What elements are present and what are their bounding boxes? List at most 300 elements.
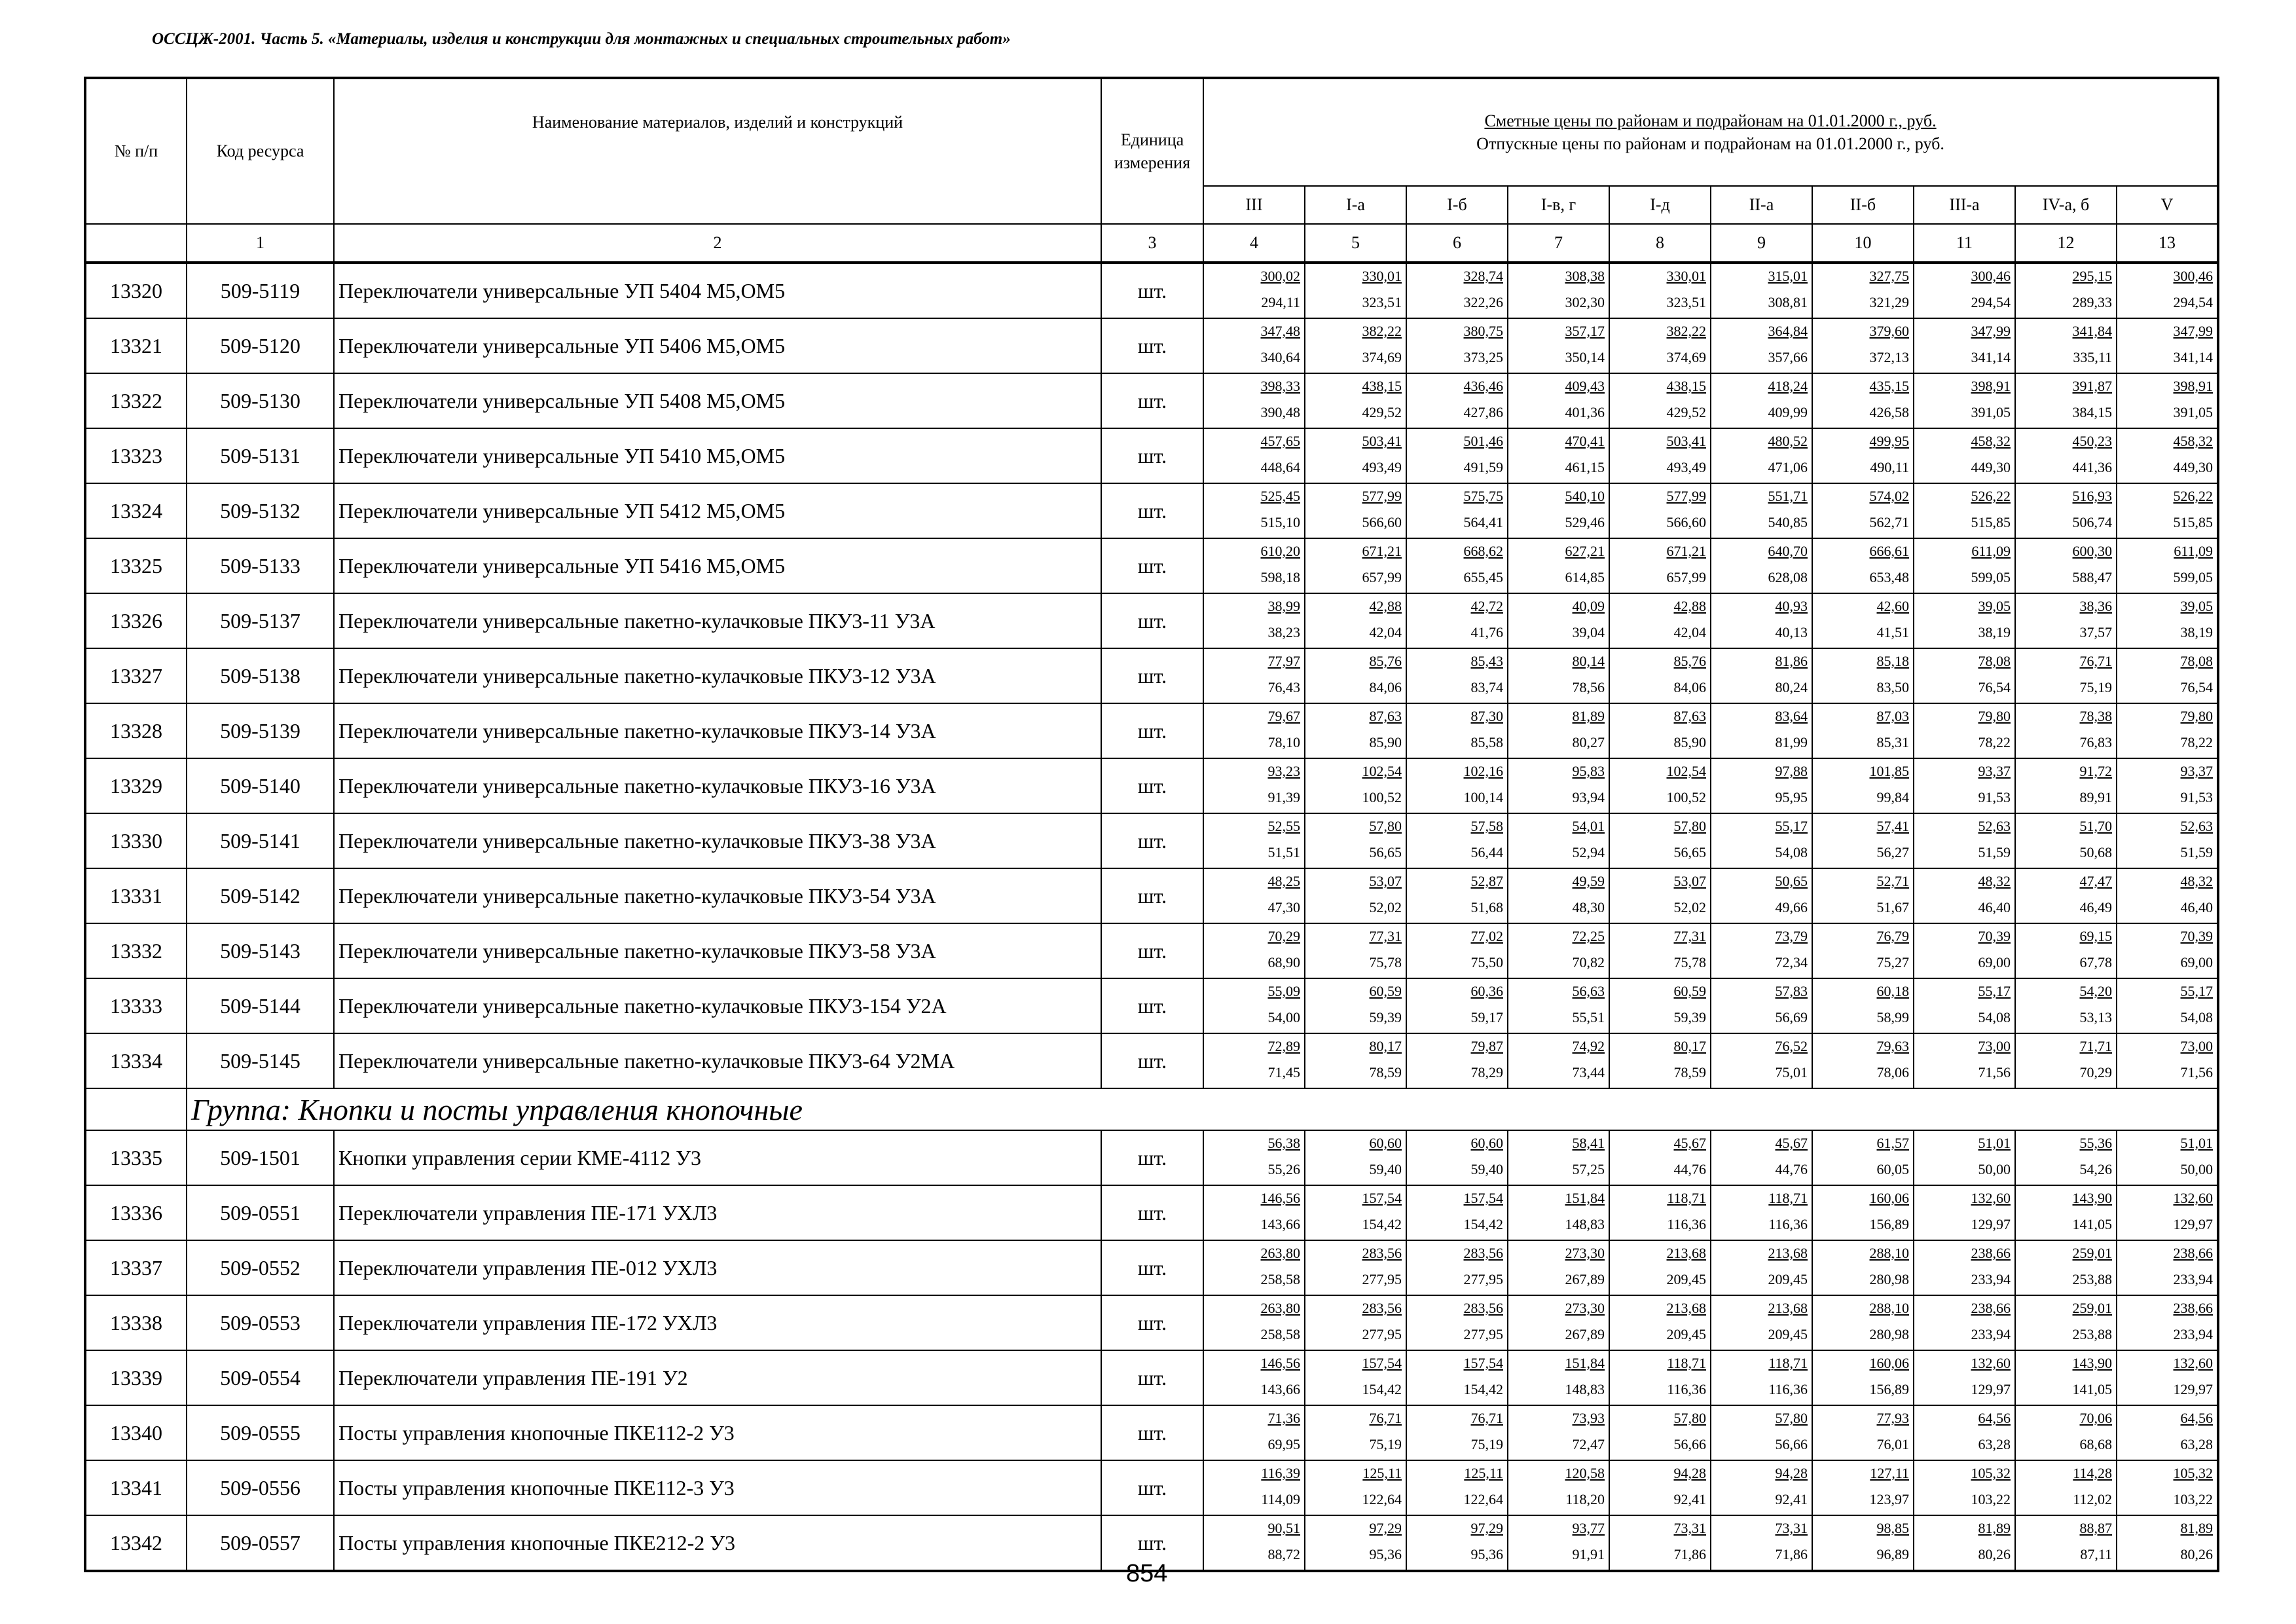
estimate-price: 52,87 — [1470, 873, 1503, 889]
unit: шт. — [1101, 978, 1203, 1033]
release-price: 209,45 — [1768, 1326, 1808, 1342]
price-cell — [1305, 1405, 1406, 1460]
resource-code: 509-5140 — [187, 758, 334, 813]
estimate-price: 283,56 — [1463, 1245, 1503, 1261]
release-price: 73,44 — [1572, 1064, 1605, 1080]
estimate-price: 49,59 — [1572, 873, 1605, 889]
price-cell — [1914, 373, 2015, 428]
release-price: 294,11 — [1261, 294, 1300, 310]
price-cell — [1203, 648, 1305, 703]
release-price: 129,97 — [2173, 1381, 2214, 1397]
resource-code: 509-0555 — [187, 1405, 334, 1460]
table-row — [85, 648, 2218, 703]
estimate-price: 438,15 — [1362, 378, 1402, 394]
price-cell — [1406, 758, 1508, 813]
price-cell — [1609, 263, 1711, 318]
estimate-price: 347,99 — [1971, 323, 2011, 339]
release-price: 72,47 — [1572, 1436, 1605, 1452]
release-price: 78,10 — [1267, 734, 1300, 750]
price-cell — [1914, 648, 2015, 703]
release-price: 51,59 — [1978, 844, 2011, 860]
price-cell — [1203, 593, 1305, 648]
release-price: 47,30 — [1267, 899, 1300, 915]
item-name: Посты управления кнопочные ПКЕ112-2 У3 — [334, 1405, 1101, 1460]
release-price: 427,86 — [1463, 404, 1503, 420]
release-price: 129,97 — [2173, 1216, 2214, 1232]
release-price: 84,06 — [1369, 679, 1402, 695]
table-row — [85, 593, 2218, 648]
release-price: 75,01 — [1775, 1064, 1808, 1080]
release-price: 52,02 — [1673, 899, 1706, 915]
estimate-price: 101,85 — [1869, 763, 1909, 779]
release-price: 390,48 — [1260, 404, 1300, 420]
price-cell — [1609, 1405, 1711, 1460]
row-number: 13335 — [85, 1130, 187, 1185]
table-row — [85, 978, 2218, 1033]
price-cell — [1203, 813, 1305, 868]
table-row — [85, 1130, 2218, 1185]
table-row — [85, 1460, 2218, 1515]
estimate-price: 151,84 — [1565, 1190, 1605, 1206]
price-cell — [1406, 1515, 1508, 1571]
price-cell — [2117, 978, 2218, 1033]
release-price: 68,90 — [1267, 954, 1300, 970]
estimate-price: 574,02 — [1869, 488, 1909, 504]
price-cell — [1711, 1295, 1812, 1350]
item-name: Переключатели управления ПЕ-191 У2 — [334, 1350, 1101, 1405]
price-cell — [1203, 978, 1305, 1033]
release-price: 515,85 — [1971, 514, 2011, 530]
release-price: 37,57 — [2079, 624, 2112, 640]
estimate-price: 79,80 — [2180, 708, 2214, 724]
estimate-price: 53,07 — [1369, 873, 1402, 889]
region-header: I-в, г — [1508, 186, 1609, 224]
release-price: 116,36 — [1667, 1381, 1706, 1397]
release-price: 566,60 — [1362, 514, 1402, 530]
item-name: Переключатели управления ПЕ-171 УХЛ3 — [334, 1185, 1101, 1240]
price-cell — [1914, 923, 2015, 978]
price-cell — [2117, 813, 2218, 868]
row-number: 13324 — [85, 483, 187, 538]
release-price: 277,95 — [1463, 1271, 1503, 1287]
estimate-price: 56,38 — [1267, 1135, 1300, 1151]
price-cell — [1406, 1033, 1508, 1088]
release-price: 52,94 — [1572, 844, 1605, 860]
estimate-price: 55,17 — [1978, 983, 2011, 999]
price-cell — [1305, 1295, 1406, 1350]
price-cell — [1305, 428, 1406, 483]
release-price: 78,22 — [2180, 734, 2214, 750]
release-price: 80,26 — [1978, 1546, 2011, 1562]
price-cell — [1609, 1515, 1711, 1571]
table-row — [85, 1295, 2218, 1350]
release-price: 48,30 — [1572, 899, 1605, 915]
col-header-num: № п/п — [85, 78, 187, 224]
estimate-price: 81,89 — [1978, 1520, 2011, 1536]
estimate-price: 76,79 — [1876, 928, 1909, 944]
estimate-price: 132,60 — [2173, 1190, 2214, 1206]
release-price: 50,00 — [1978, 1161, 2011, 1177]
estimate-price: 671,21 — [1362, 543, 1402, 559]
estimate-price: 347,48 — [1260, 323, 1300, 339]
row-number: 13338 — [85, 1295, 187, 1350]
group-title: Группа: Кнопки и посты управления кнопочные — [187, 1088, 2218, 1130]
price-cell — [1508, 813, 1609, 868]
estimate-price: 52,55 — [1267, 818, 1300, 834]
release-price: 123,97 — [1869, 1491, 1909, 1507]
row-number: 13342 — [85, 1515, 187, 1571]
release-price: 76,54 — [2180, 679, 2214, 695]
estimate-price: 382,22 — [1362, 323, 1402, 339]
price-cell — [1914, 1240, 2015, 1295]
release-price: 391,05 — [1971, 404, 2011, 420]
release-price: 59,40 — [1369, 1161, 1402, 1177]
estimate-price: 80,17 — [1673, 1038, 1706, 1054]
release-price: 391,05 — [2173, 404, 2214, 420]
row-number: 13337 — [85, 1240, 187, 1295]
estimate-price: 52,63 — [1978, 818, 2011, 834]
release-price: 75,78 — [1369, 954, 1402, 970]
price-cell — [1305, 648, 1406, 703]
row-number: 13327 — [85, 648, 187, 703]
column-index: 12 — [2015, 224, 2117, 263]
unit: шт. — [1101, 1460, 1203, 1515]
estimate-price: 77,31 — [1369, 928, 1402, 944]
release-price: 116,36 — [1768, 1216, 1808, 1232]
release-price: 599,05 — [1971, 569, 2011, 585]
estimate-price: 328,74 — [1463, 268, 1503, 284]
release-price: 46,40 — [1978, 899, 2011, 915]
price-cell — [2117, 1295, 2218, 1350]
estimate-price: 45,67 — [1673, 1135, 1706, 1151]
estimate-price: 238,66 — [1971, 1300, 2011, 1316]
estimate-price: 58,41 — [1572, 1135, 1605, 1151]
release-price: 441,36 — [2072, 459, 2112, 475]
price-cell — [2015, 978, 2117, 1033]
release-price: 449,30 — [2173, 459, 2214, 475]
price-cell — [2117, 1460, 2218, 1515]
price-cell — [1609, 373, 1711, 428]
unit: шт. — [1101, 318, 1203, 373]
release-price: 429,52 — [1666, 404, 1706, 420]
price-cell — [1711, 1460, 1812, 1515]
item-name: Переключатели универсальные пакетно-кулачковые ПКУ3-154 У2А — [334, 978, 1101, 1033]
estimate-price: 60,18 — [1876, 983, 1909, 999]
release-price: 515,85 — [2173, 514, 2214, 530]
release-price: 75,19 — [2079, 679, 2112, 695]
release-price: 112,02 — [2073, 1491, 2112, 1507]
unit: шт. — [1101, 813, 1203, 868]
estimate-price: 666,61 — [1869, 543, 1909, 559]
release-price: 341,14 — [1971, 349, 2011, 365]
price-cell — [1508, 318, 1609, 373]
price-cell — [1203, 703, 1305, 758]
release-price: 38,19 — [1978, 624, 2011, 640]
price-cell — [1914, 593, 2015, 648]
estimate-price: 330,01 — [1666, 268, 1706, 284]
price-cell — [1508, 1405, 1609, 1460]
region-header: V — [2117, 186, 2218, 224]
release-price: 80,26 — [2180, 1546, 2214, 1562]
estimate-price: 79,87 — [1470, 1038, 1503, 1054]
price-cell — [1812, 1185, 1914, 1240]
price-cell — [1711, 868, 1812, 923]
estimate-price: 283,56 — [1362, 1245, 1402, 1261]
release-price: 72,34 — [1775, 954, 1808, 970]
price-cell — [1609, 648, 1711, 703]
release-price: 75,19 — [1470, 1436, 1503, 1452]
release-price: 129,97 — [1971, 1381, 2011, 1397]
price-cell — [1203, 1185, 1305, 1240]
release-price: 56,44 — [1470, 844, 1503, 860]
estimate-price: 77,97 — [1267, 653, 1300, 669]
price-cell — [2117, 1515, 2218, 1571]
price-cell — [1812, 1295, 1914, 1350]
estimate-price: 125,11 — [1362, 1465, 1402, 1481]
estimate-price: 60,60 — [1369, 1135, 1402, 1151]
row-number: 13336 — [85, 1185, 187, 1240]
release-price: 78,59 — [1673, 1064, 1706, 1080]
price-cell — [1406, 373, 1508, 428]
estimate-price: 213,68 — [1768, 1245, 1808, 1261]
release-price: 78,22 — [1978, 734, 2011, 750]
estimate-price: 97,29 — [1470, 1520, 1503, 1536]
price-cell — [1203, 1515, 1305, 1571]
release-price: 71,56 — [1978, 1064, 2011, 1080]
estimate-price: 71,36 — [1267, 1410, 1300, 1426]
price-cell — [1508, 868, 1609, 923]
resource-code: 509-5131 — [187, 428, 334, 483]
price-cell — [1508, 373, 1609, 428]
unit: шт. — [1101, 373, 1203, 428]
release-price: 154,42 — [1463, 1216, 1503, 1232]
price-cell — [1609, 868, 1711, 923]
estimate-price: 116,39 — [1261, 1465, 1300, 1481]
column-index: 11 — [1914, 224, 2015, 263]
price-cell — [1609, 593, 1711, 648]
price-cell — [1711, 1033, 1812, 1088]
resource-code: 509-5133 — [187, 538, 334, 593]
resource-code: 509-0557 — [187, 1515, 334, 1571]
table-row — [85, 813, 2218, 868]
price-cell — [1508, 758, 1609, 813]
estimate-price: 64,56 — [1978, 1410, 2011, 1426]
release-price: 44,76 — [1775, 1161, 1808, 1177]
release-price: 89,91 — [2079, 789, 2112, 805]
release-price: 92,41 — [1673, 1491, 1706, 1507]
release-price: 321,29 — [1869, 294, 1909, 310]
release-price: 426,58 — [1869, 404, 1909, 420]
price-cell — [1609, 318, 1711, 373]
release-price: 141,05 — [2072, 1381, 2112, 1397]
release-price: 50,00 — [2180, 1161, 2214, 1177]
estimate-price: 300,46 — [2173, 268, 2214, 284]
price-cell — [1609, 1240, 1711, 1295]
release-price: 529,46 — [1565, 514, 1605, 530]
release-price: 209,45 — [1666, 1271, 1706, 1287]
table-row — [85, 1240, 2218, 1295]
release-price: 340,64 — [1260, 349, 1300, 365]
release-price: 41,76 — [1470, 624, 1503, 640]
column-index: 8 — [1609, 224, 1711, 263]
release-price: 233,94 — [2173, 1271, 2214, 1287]
unit: шт. — [1101, 758, 1203, 813]
price-cell — [2015, 923, 2117, 978]
release-price: 302,30 — [1565, 294, 1605, 310]
price-cell — [2015, 1515, 2117, 1571]
item-name: Переключатели универсальные УП 5406 М5,ОМ5 — [334, 318, 1101, 373]
price-cell — [1711, 263, 1812, 318]
table-row — [85, 923, 2218, 978]
release-price: 323,51 — [1362, 294, 1402, 310]
estimate-price: 398,91 — [2173, 378, 2214, 394]
release-price: 490,11 — [1870, 459, 1909, 475]
estimate-price: 118,71 — [1768, 1190, 1808, 1206]
row-number: 13323 — [85, 428, 187, 483]
release-price: 141,05 — [2072, 1216, 2112, 1232]
price-cell — [1609, 1185, 1711, 1240]
estimate-price: 213,68 — [1768, 1300, 1808, 1316]
price-cell — [2015, 1350, 2117, 1405]
price-cell — [1406, 648, 1508, 703]
item-name: Переключатели универсальные пакетно-кулачковые ПКУ3-54 У3А — [334, 868, 1101, 923]
unit: шт. — [1101, 428, 1203, 483]
table-row — [85, 263, 2218, 318]
estimate-price: 48,32 — [2180, 873, 2214, 889]
release-price: 75,50 — [1470, 954, 1503, 970]
price-cell — [1609, 978, 1711, 1033]
estimate-price: 499,95 — [1869, 433, 1909, 449]
item-name: Переключатели универсальные пакетно-кулачковые ПКУ3-16 У3А — [334, 758, 1101, 813]
release-price: 80,24 — [1775, 679, 1808, 695]
price-cell — [1203, 1130, 1305, 1185]
estimate-price: 97,29 — [1369, 1520, 1402, 1536]
estimate-price: 55,17 — [2180, 983, 2214, 999]
estimate-price: 72,89 — [1267, 1038, 1300, 1054]
estimate-price: 73,00 — [1978, 1038, 2011, 1054]
price-cell — [1609, 1033, 1711, 1088]
release-price: 56,65 — [1369, 844, 1402, 860]
estimate-price: 55,09 — [1267, 983, 1300, 999]
estimate-price: 458,32 — [2173, 433, 2214, 449]
estimate-price: 668,62 — [1463, 543, 1503, 559]
estimate-price: 57,80 — [1369, 818, 1402, 834]
release-price: 83,50 — [1876, 679, 1909, 695]
release-price: 68,68 — [2079, 1436, 2112, 1452]
estimate-price: 525,45 — [1260, 488, 1300, 504]
estimate-price: 105,32 — [1971, 1465, 2011, 1481]
price-cell — [2117, 1240, 2218, 1295]
release-price: 143,66 — [1260, 1216, 1300, 1232]
price-cell — [2117, 1350, 2218, 1405]
estimate-price: 93,77 — [1572, 1520, 1605, 1536]
resource-code: 509-5143 — [187, 923, 334, 978]
estimate-price: 57,58 — [1470, 818, 1503, 834]
price-cell — [1711, 1240, 1812, 1295]
estimate-price: 70,39 — [1978, 928, 2011, 944]
release-price: 55,51 — [1572, 1009, 1605, 1025]
release-price: 91,53 — [1978, 789, 2011, 805]
estimate-price: 54,01 — [1572, 818, 1605, 834]
estimate-price: 91,72 — [2079, 763, 2112, 779]
estimate-price: 74,92 — [1572, 1038, 1605, 1054]
row-number: 13334 — [85, 1033, 187, 1088]
release-price: 55,26 — [1267, 1161, 1300, 1177]
price-cell — [1305, 263, 1406, 318]
release-price: 461,15 — [1565, 459, 1605, 475]
price-cell — [1711, 538, 1812, 593]
price-cell — [1406, 868, 1508, 923]
release-price: 59,39 — [1369, 1009, 1402, 1025]
resource-code: 509-5137 — [187, 593, 334, 648]
price-cell — [1203, 758, 1305, 813]
price-cell — [2117, 263, 2218, 318]
resource-code: 509-0554 — [187, 1350, 334, 1405]
price-cell — [1508, 428, 1609, 483]
estimate-price: 45,67 — [1775, 1135, 1808, 1151]
release-price: 401,36 — [1565, 404, 1605, 420]
resource-code: 509-5145 — [187, 1033, 334, 1088]
release-price: 357,66 — [1768, 349, 1808, 365]
release-price: 100,52 — [1666, 789, 1706, 805]
release-price: 566,60 — [1666, 514, 1706, 530]
estimate-price: 364,84 — [1768, 323, 1808, 339]
unit: шт. — [1101, 1185, 1203, 1240]
row-number: 13340 — [85, 1405, 187, 1460]
release-price: 44,76 — [1673, 1161, 1706, 1177]
estimate-price: 48,32 — [1978, 873, 2011, 889]
estimate-price: 69,15 — [2079, 928, 2112, 944]
unit: шт. — [1101, 1350, 1203, 1405]
release-price: 51,67 — [1876, 899, 1909, 915]
price-cell — [2015, 1405, 2117, 1460]
release-price: 78,56 — [1572, 679, 1605, 695]
row-number: 13322 — [85, 373, 187, 428]
resource-code: 509-5144 — [187, 978, 334, 1033]
price-cell — [2015, 758, 2117, 813]
price-cell — [2015, 868, 2117, 923]
release-price: 564,41 — [1463, 514, 1503, 530]
release-price: 75,78 — [1673, 954, 1706, 970]
estimate-price: 409,43 — [1565, 378, 1605, 394]
estimate-price: 73,93 — [1572, 1410, 1605, 1426]
price-cell — [1508, 1240, 1609, 1295]
unit: шт. — [1101, 538, 1203, 593]
item-name: Переключатели универсальные УП 5412 М5,ОМ5 — [334, 483, 1101, 538]
price-cell — [2117, 483, 2218, 538]
release-price: 322,26 — [1463, 294, 1503, 310]
release-price: 515,10 — [1260, 514, 1300, 530]
estimate-price: 79,67 — [1267, 708, 1300, 724]
price-cell — [1203, 1240, 1305, 1295]
estimate-price: 85,76 — [1673, 653, 1706, 669]
resource-code: 509-5141 — [187, 813, 334, 868]
release-price: 71,86 — [1673, 1546, 1706, 1562]
estimate-price: 118,71 — [1667, 1355, 1706, 1371]
estimate-price: 87,63 — [1673, 708, 1706, 724]
item-name: Переключатели универсальные пакетно-кулачковые ПКУ3-12 У3А — [334, 648, 1101, 703]
release-price: 56,66 — [1673, 1436, 1706, 1452]
release-price: 154,42 — [1362, 1381, 1402, 1397]
release-price: 76,01 — [1876, 1436, 1909, 1452]
release-price: 83,74 — [1470, 679, 1503, 695]
release-price: 71,86 — [1775, 1546, 1808, 1562]
release-price: 56,27 — [1876, 844, 1909, 860]
table-row — [85, 318, 2218, 373]
release-price: 122,64 — [1463, 1491, 1503, 1507]
release-price: 84,06 — [1673, 679, 1706, 695]
price-cell — [1812, 1033, 1914, 1088]
